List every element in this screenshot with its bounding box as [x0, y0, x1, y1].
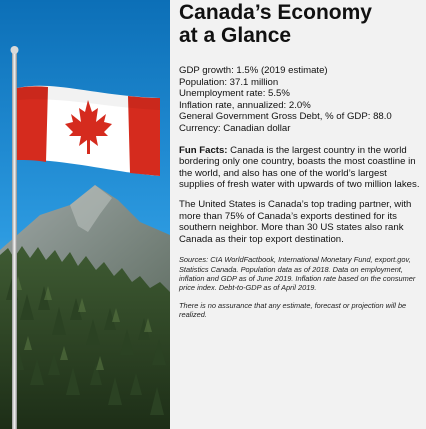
stat-currency: Currency: Canadian dollar: [179, 122, 291, 134]
disclaimer-note: There is no assurance that any estimate, forecast or projection will be realized.: [179, 301, 407, 320]
stat-population: Population: 37.1 million: [179, 76, 279, 88]
panel-title: [179, 0, 420, 47]
trade-paragraph: The United States is Canada’s top trading partner, with more than 75% of Canada’s exports destined for its southern neighbor. More than 30 US states also rank Canada as their top export destination.: [179, 198, 412, 245]
economy-info-panel: [170, 0, 426, 429]
fun-facts-label: Fun Facts:: [179, 144, 228, 156]
stat-gdp-growth: GDP growth: 1.5% (2019 estimate): [179, 65, 328, 76]
stat-inflation: Inflation rate, annualized: 2.0%: [179, 99, 311, 111]
economic-stats-list: [179, 65, 420, 135]
canada-flag-photo: [0, 0, 170, 429]
stat-government-debt: General Government Gross Debt, % of GDP: 88.0: [179, 111, 392, 123]
title-line-2: at a Glance: [179, 24, 292, 47]
title-line-1: Canada’s Economy: [179, 1, 372, 24]
fun-facts-text: Canada is the largest country in the world bordering only one country, boasts the most coastline in the world, and also has one of the world’s largest supplies of fresh water with upwards of two million lakes.: [179, 144, 420, 191]
fun-facts-paragraph: [179, 145, 420, 191]
stat-unemployment: Unemployment rate: 5.5%: [179, 88, 290, 100]
sources-note: Sources: CIA WorldFactbook, International Monetary Fund, export.gov, Statistics Canada. Population data as of 2018. Data on employment, inflation and GDP as of June 2019. Inflation rate based on the consumer price index. Debt-to-GDP as of April 2019.: [179, 255, 416, 292]
